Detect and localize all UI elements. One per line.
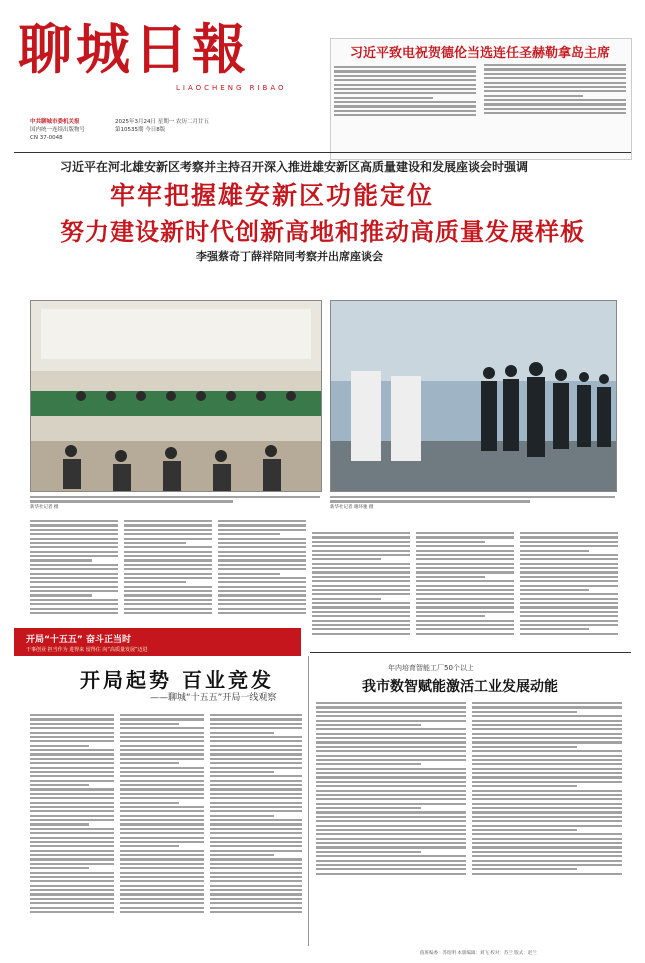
lower-right-col-2 (472, 700, 622, 942)
lower-right-headline[interactable]: 我市数智赋能激活工业发展动能 (362, 679, 558, 695)
issue-number: 第10535期 今日8版 (115, 127, 166, 133)
cn-number: CN 37-0048 (30, 135, 63, 141)
main-article-col-1 (30, 518, 118, 624)
main-subhead: 李强蔡奇丁薛祥陪同考察并出席座谈会 (196, 250, 383, 263)
inspection-photo-caption (330, 494, 615, 511)
logo-text: 聊城日報 (18, 17, 250, 81)
masthead-pinyin: LIAOCHENG RIBAO (176, 84, 287, 92)
main-headline-2[interactable]: 努力建设新时代创新高地和推动高质量发展样板 (60, 217, 585, 246)
issue-date: 2025年3月24日 星期一 农历二月廿五 (115, 119, 209, 125)
main-article-col-5 (416, 530, 514, 646)
masthead-meta-left (30, 118, 85, 142)
series-banner-title: 开局“十五五” 奋斗正当时 (26, 635, 131, 645)
series-banner-sub: 干事创业 担当作为 进得来 留得住 向“高质量发展”迈进 (26, 647, 148, 653)
main-kicker: 习近平在河北雄安新区考察并主持召开深入推进雄安新区高质量建设和发展座谈会时强调 (60, 160, 529, 174)
section-rule-right (310, 652, 631, 653)
lower-right-kicker: 年内培育智能工厂50个以上 (388, 664, 474, 672)
publisher: 中共聊城市委机关报 (30, 119, 80, 125)
serial-label: 国内统一连续出版物号 (30, 127, 86, 133)
masthead-rule (14, 152, 631, 153)
main-headline-1[interactable]: 牢牢把握雄安新区功能定位 (110, 181, 435, 210)
lower-left-subhead: ——聊城“十五五”开局一线观察 (150, 693, 277, 703)
inspection-photo-credit: 新华社记者 谢环驰 摄 (330, 504, 374, 510)
main-article-col-6 (520, 530, 618, 646)
meeting-photo-caption (30, 494, 320, 511)
lead-story-body (334, 64, 626, 156)
inspection-photo[interactable] (330, 300, 617, 492)
lower-left-col-2 (120, 712, 204, 944)
lower-left-col-3 (210, 712, 302, 944)
meeting-photo-image (31, 301, 321, 491)
column-divider (308, 656, 309, 946)
masthead-date (115, 118, 209, 134)
masthead-logo (18, 14, 318, 84)
lower-right-col-1 (316, 700, 466, 942)
page-footer: 值班编委：苏绍明 本版编辑：刘飞 校对：苏兰 版式：赵兰 (420, 951, 537, 956)
lower-left-headline[interactable]: 开局起势 百业竞发 (80, 668, 274, 692)
meeting-photo-credit: 新华社记者 摄 (30, 504, 59, 510)
lead-story-title[interactable]: 习近平致电祝贺德伦当选连任圣赫勒拿岛主席 (349, 46, 610, 61)
main-article-col-4 (312, 530, 410, 646)
meeting-photo[interactable] (30, 300, 322, 492)
lower-left-col-1 (30, 712, 114, 944)
main-article-col-2 (124, 518, 212, 624)
main-article-col-3 (218, 518, 306, 624)
inspection-photo-image (331, 301, 616, 491)
